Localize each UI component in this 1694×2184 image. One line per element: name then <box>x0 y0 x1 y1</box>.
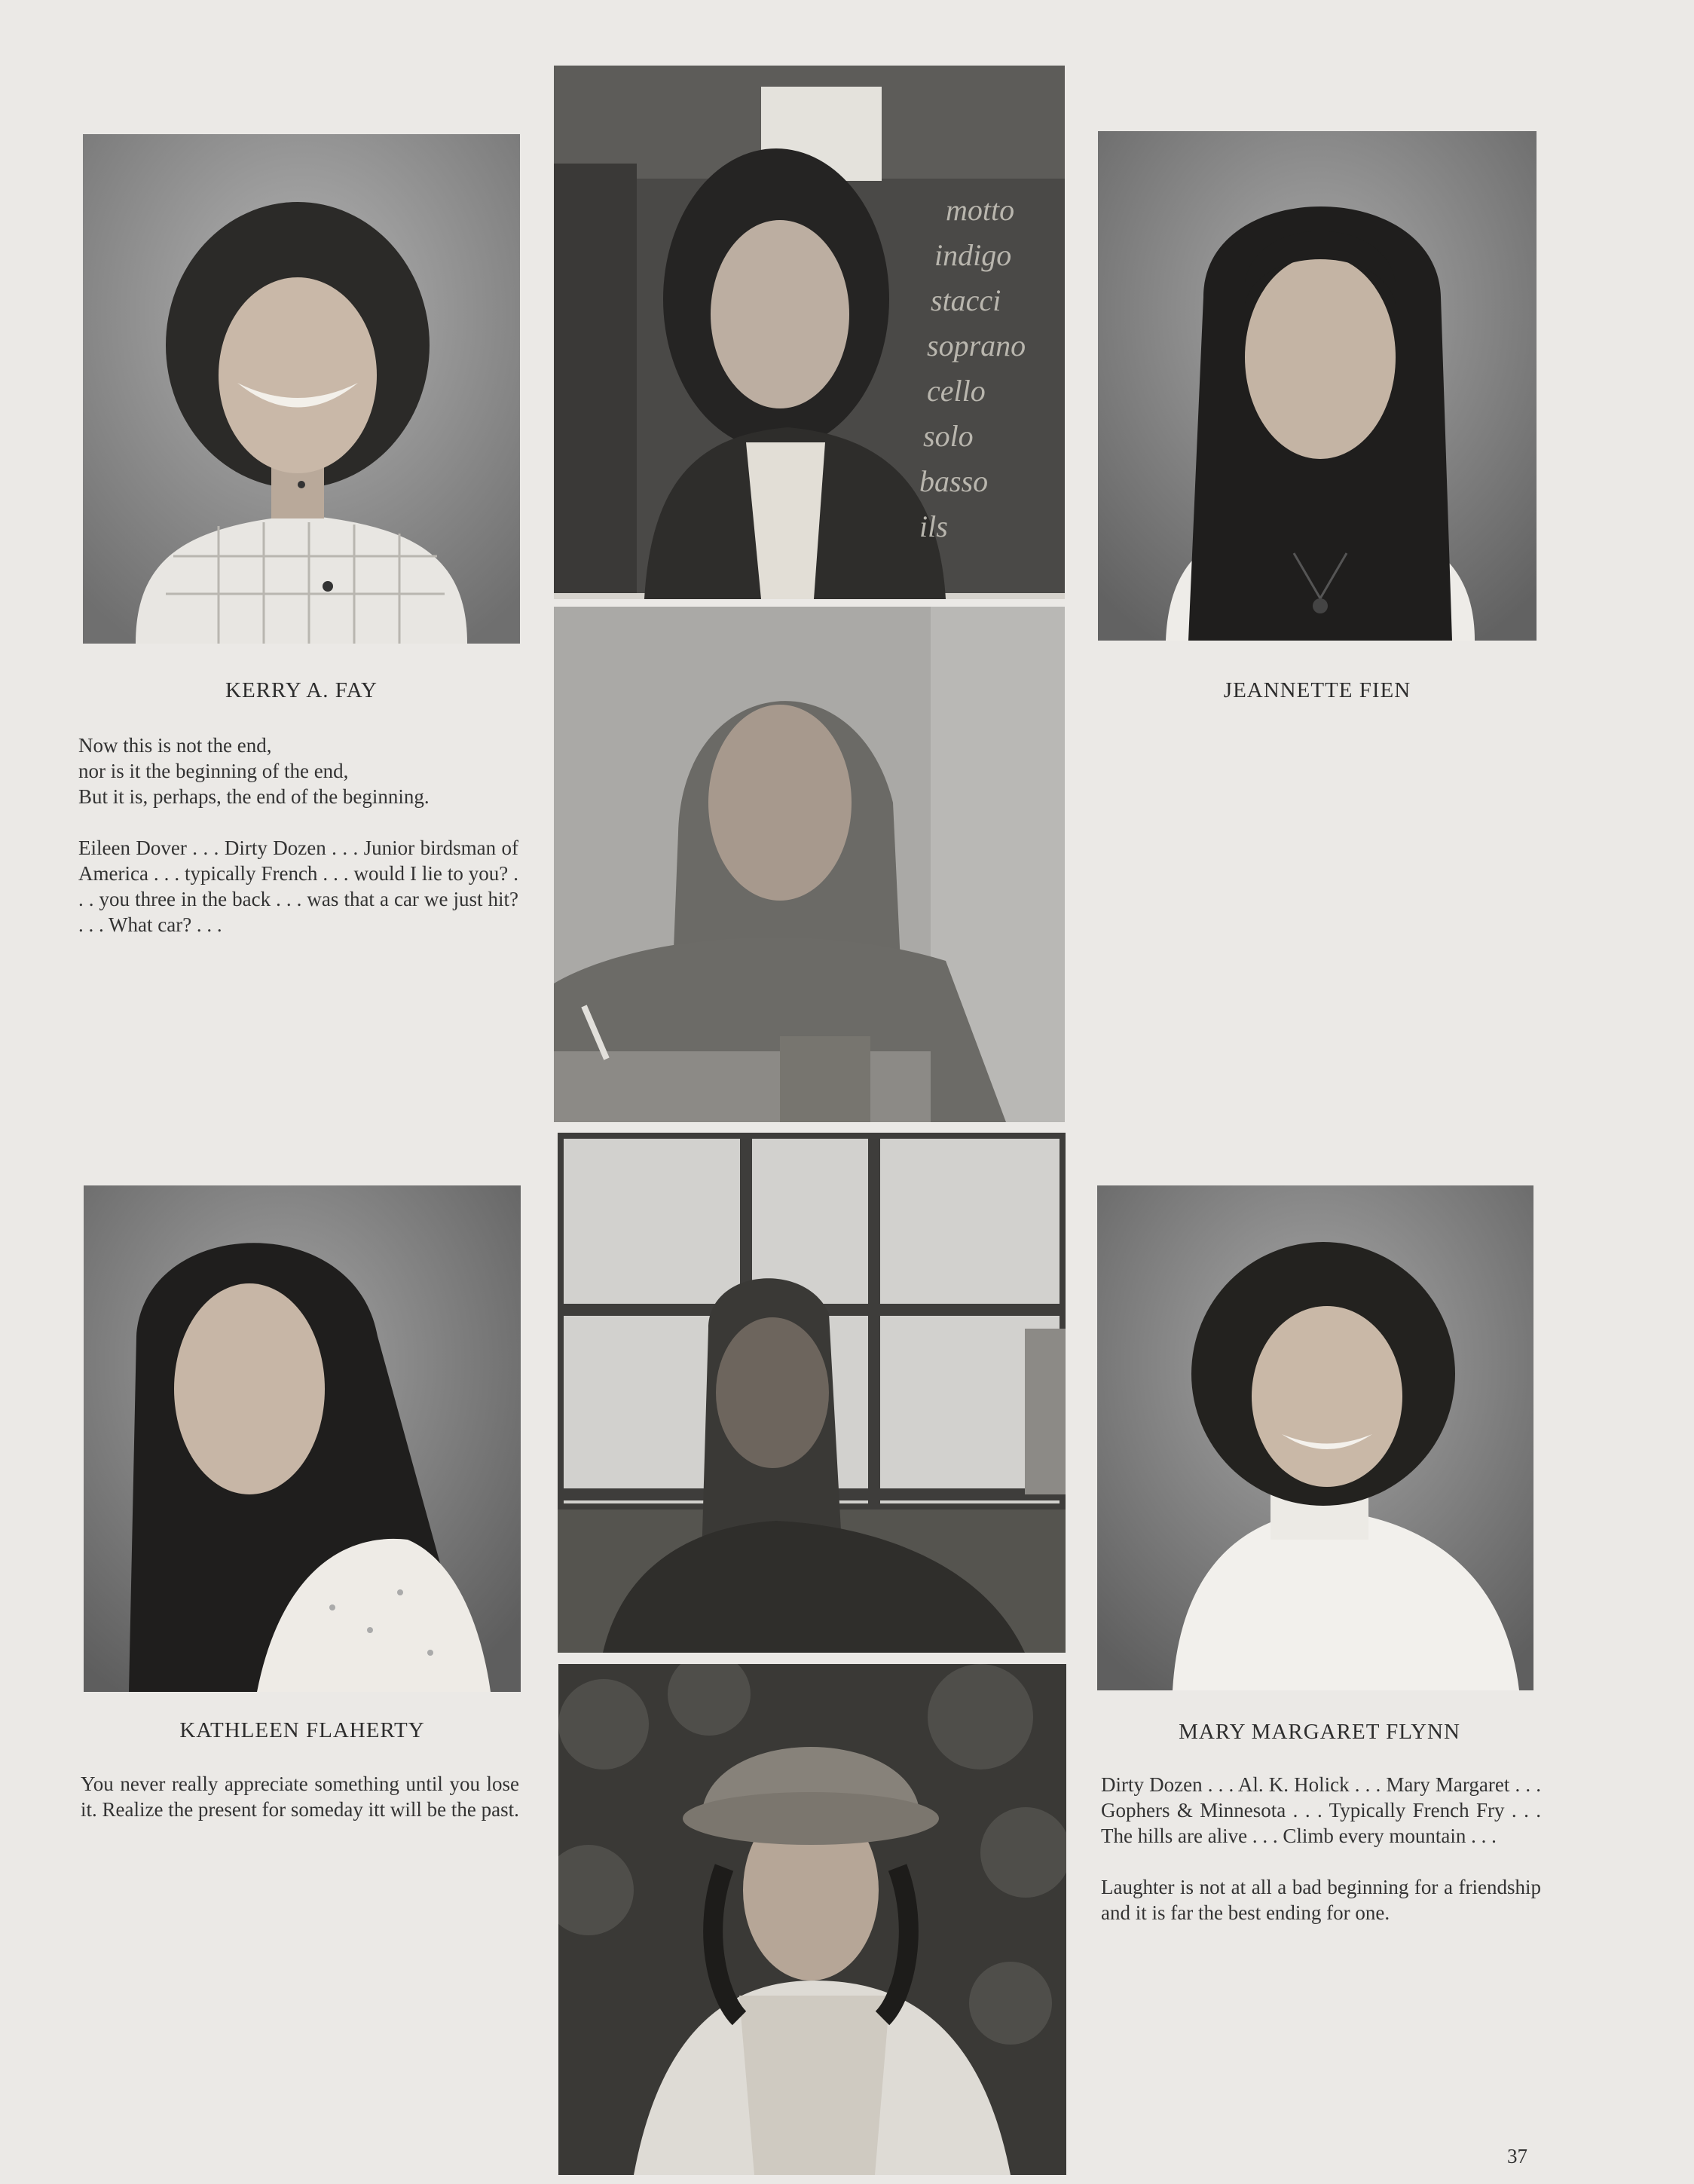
chalk-word: indigo <box>934 238 1012 272</box>
page-number: 37 <box>1507 2145 1527 2167</box>
name-kathleen-flaherty: KATHLEEN FLAHERTY <box>179 1718 425 1742</box>
chalk-word: ils <box>919 509 948 543</box>
chalk-word: solo <box>923 419 974 453</box>
bio-mary-margaret-flynn <box>1101 1772 1541 1951</box>
activities-kerry-fay: Eileen Dover . . . Dirty Dozen . . . Junior birdsman of America . . . typically French . . . would I lie to you? . . . you three in the back . . . was that a car we just hit? . . . What car? . . . <box>78 837 518 936</box>
chalk-word: cello <box>927 374 986 408</box>
name-kerry-fay: KERRY A. FAY <box>225 678 378 702</box>
chalk-word: soprano <box>927 329 1026 362</box>
portrait-kerry-fay <box>83 134 520 644</box>
name-mary-margaret-flynn: MARY MARGARET FLYNN <box>1179 1720 1460 1744</box>
candid-photo-chalkboard <box>554 66 1065 599</box>
candid-photo-hat <box>558 1664 1066 2175</box>
candid-photo-writing <box>554 607 1065 1122</box>
chalk-word: basso <box>919 464 989 498</box>
bio-kerry-fay <box>78 733 518 963</box>
chalk-word: motto <box>946 193 1015 227</box>
candid-photo-window <box>558 1133 1066 1653</box>
name-jeannette-fien: JEANNETTE FIEN <box>1223 678 1411 702</box>
quote-kathleen-flaherty: You never really appreciate something until you lose it. Realize the present for someday itt will be the past. <box>81 1773 519 1821</box>
portrait-jeannette-fien <box>1098 131 1537 641</box>
activities-mary-margaret-flynn: Dirty Dozen . . . Al. K. Holick . . . Mary Margaret . . . Gophers & Minnesota . . . Typically French Fry . . . The hills are alive . . . Climb every mountain . . . <box>1101 1773 1541 1847</box>
quote-mary-margaret-flynn: Laughter is not at all a bad beginning for a friendship and it is far the best ending for one. <box>1101 1876 1541 1924</box>
chalk-word: stacci <box>931 283 1001 317</box>
portrait-kathleen-flaherty <box>84 1185 521 1692</box>
quote-kerry-fay: Now this is not the end, nor is it the beginning of the end, But it is, perhaps, the end of the beginning. <box>78 734 430 808</box>
portrait-mary-margaret-flynn <box>1097 1185 1533 1690</box>
